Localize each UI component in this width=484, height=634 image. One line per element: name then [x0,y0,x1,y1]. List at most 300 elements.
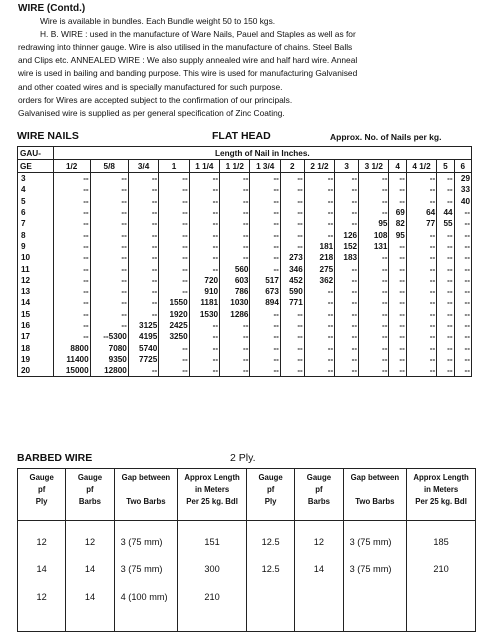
nail-count-cell: -- [335,365,359,377]
nail-count-cell: -- [128,252,158,263]
nail-count-cell: -- [280,207,304,218]
barbed-column-header [343,469,407,521]
nail-count-cell: 1530 [189,309,219,320]
barbed-cell: 12.5 [246,521,294,563]
nail-count-cell: -- [454,354,471,365]
nail-count-cell: -- [335,354,359,365]
nail-count-cell: -- [359,331,389,342]
nail-count-cell: -- [220,184,250,195]
nail-count-cell: -- [359,365,389,377]
nail-count-cell: -- [159,218,189,229]
nail-count-cell: -- [280,196,304,207]
nail-count-cell: -- [389,184,406,195]
nail-count-cell: 590 [280,286,304,297]
nail-count-cell: -- [335,196,359,207]
nail-count-cell: -- [90,184,128,195]
gauge-cell: 3 [18,173,54,185]
nail-count-cell: -- [406,229,436,240]
barbed-cell: 14 [295,562,343,590]
nail-count-cell: -- [280,320,304,331]
nail-count-cell: -- [53,207,90,218]
nail-count-cell: -- [90,286,128,297]
nail-count-cell: 2425 [159,320,189,331]
nail-count-cell: 603 [220,275,250,286]
nail-count-cell: 64 [406,207,436,218]
nail-count-cell: -- [90,263,128,274]
nail-count-cell: -- [128,309,158,320]
nail-count-cell: -- [304,342,334,353]
nail-count-cell: -- [53,173,90,185]
nail-count-cell: -- [437,241,454,252]
table-row [18,309,472,320]
table-row [18,297,472,308]
nail-count-cell: 82 [389,218,406,229]
table-row [18,229,472,240]
nail-count-cell: -- [389,173,406,185]
nail-count-cell: -- [250,207,280,218]
nail-count-cell: -- [53,309,90,320]
gauge-cell: 6 [18,207,54,218]
length-column-header: 4 1/2 [406,160,436,173]
nail-count-cell: -- [159,207,189,218]
nail-count-cell: -- [189,229,219,240]
table-row [18,590,476,632]
nail-count-cell: 560 [220,263,250,274]
nail-count-cell: -- [389,241,406,252]
nail-count-cell: -- [250,365,280,377]
gauge-header-bottom: GE [18,160,54,173]
nail-count-cell: -- [454,241,471,252]
nail-count-cell: -- [189,218,219,229]
nail-count-cell: -- [304,218,334,229]
nail-count-cell: -- [53,263,90,274]
gauge-cell: 17 [18,331,54,342]
nail-count-cell: -- [304,207,334,218]
nail-count-cell: -- [437,184,454,195]
nail-count-cell: -- [437,309,454,320]
nail-count-cell: -- [406,263,436,274]
length-column-header: 1/2 [53,160,90,173]
nail-count-cell: -- [389,320,406,331]
nail-count-cell: -- [250,252,280,263]
table-row [18,184,472,195]
nail-count-cell: -- [53,331,90,342]
nail-count-cell: -- [128,173,158,185]
barbed-column-header [295,469,343,521]
nail-count-cell: -- [437,275,454,286]
nail-count-cell: -- [189,184,219,195]
barbed-column-header [66,469,114,521]
barbed-cell: 12 [66,521,114,563]
table-row [18,521,476,563]
table-row [18,207,472,218]
nail-count-cell: -- [128,184,158,195]
nail-count-cell: -- [220,173,250,185]
nail-count-cell: -- [189,320,219,331]
nail-count-cell: -- [437,297,454,308]
length-column-header: 3 [335,160,359,173]
nail-count-cell: -- [437,173,454,185]
nail-count-cell: -- [280,365,304,377]
length-column-header: 1 3/4 [250,160,280,173]
nail-count-cell: -- [335,173,359,185]
nail-count-cell: -- [250,184,280,195]
nail-count-cell: -- [220,331,250,342]
nail-count-cell: -- [90,309,128,320]
barbed-cell: 12.5 [246,562,294,590]
nail-count-cell: 346 [280,263,304,274]
nail-count-cell: 1181 [189,297,219,308]
gauge-cell: 20 [18,365,54,377]
barbed-cell: 14 [18,562,66,590]
gauge-cell: 13 [18,286,54,297]
nail-count-cell: -- [250,263,280,274]
nail-count-cell: -- [304,229,334,240]
nail-count-cell: -- [389,196,406,207]
nail-count-cell: -- [159,263,189,274]
nail-count-cell: 152 [335,241,359,252]
table-row [18,286,472,297]
nail-count-cell: -- [250,309,280,320]
gauge-cell: 10 [18,252,54,263]
nail-count-cell: -- [250,173,280,185]
nail-count-cell: -- [335,207,359,218]
nail-count-cell: -- [335,218,359,229]
nail-count-cell: -- [53,275,90,286]
nail-count-cell: -- [280,309,304,320]
length-column-header: 3 1/2 [359,160,389,173]
nail-count-cell: -- [159,275,189,286]
barbed-cell: 300 [178,562,247,590]
header-line: Gap between [350,473,400,482]
gauge-cell: 12 [18,275,54,286]
intro-line: H. B. WIRE : used in the manufacture of Ware Nails, Pauel and Staples as well as for [40,29,356,40]
nail-count-cell: -- [454,342,471,353]
length-column-header: 1 1/2 [220,160,250,173]
nail-count-cell: 15000 [53,365,90,377]
header-line: in Meters [194,485,230,494]
nail-count-cell: -- [437,342,454,353]
nail-count-cell: -- [90,218,128,229]
barbed-cell: 4 (100 mm) [114,590,178,632]
nail-count-cell: -- [189,354,219,365]
nail-count-cell: -- [250,331,280,342]
nail-count-cell: -- [359,342,389,353]
nail-count-cell: -- [90,275,128,286]
nail-count-cell: -- [280,241,304,252]
barbed-cell [343,590,407,632]
gauge-cell: 7 [18,218,54,229]
length-column-header: 2 [280,160,304,173]
nail-count-cell: -- [250,229,280,240]
table-row [18,562,476,590]
nail-count-cell: 1550 [159,297,189,308]
nail-count-cell: -- [128,241,158,252]
nail-count-cell: -- [437,320,454,331]
barbed-column-header [114,469,178,521]
nail-count-cell: -- [406,297,436,308]
nail-count-cell: 275 [304,263,334,274]
nail-count-cell: -- [280,184,304,195]
nail-count-cell: -- [437,252,454,263]
gauge-cell: 16 [18,320,54,331]
nail-count-cell: -- [128,297,158,308]
nail-count-cell: -- [159,286,189,297]
nail-count-cell: -- [90,252,128,263]
barbed-cell: 14 [66,562,114,590]
barbed-cell: 3 (75 mm) [343,562,407,590]
table-row [18,365,472,377]
barbed-column-header [18,469,66,521]
header-line: Two Barbs [126,497,166,506]
intro-line: redrawing into thinner gauge. Wire is also utilised in the manufacture of chains. Steel Balls [18,42,353,53]
nail-count-cell: -- [53,320,90,331]
nail-count-cell: -- [250,196,280,207]
nail-count-cell: -- [359,173,389,185]
nail-count-cell: -- [90,207,128,218]
nail-count-cell: -- [280,331,304,342]
nail-count-cell: -- [389,252,406,263]
header-line: Per 25 kg. Bdl [186,497,238,506]
nail-count-cell: -- [128,286,158,297]
header-line: Barbs [78,497,101,506]
nail-count-cell: -- [159,365,189,377]
nail-count-cell: 7080 [90,342,128,353]
nail-count-cell: 181 [304,241,334,252]
gauge-cell: 8 [18,229,54,240]
gauge-cell: 4 [18,184,54,195]
nail-count-cell: 673 [250,286,280,297]
nail-count-cell: -- [454,207,471,218]
nail-count-cell: --5300 [90,331,128,342]
nail-count-cell: -- [454,309,471,320]
barbed-cell: 210 [178,590,247,632]
nail-count-cell: -- [220,229,250,240]
header-line: Two Barbs [355,497,395,506]
nail-count-cell: -- [280,342,304,353]
nail-count-cell: -- [335,286,359,297]
nail-count-cell: -- [189,342,219,353]
nail-count-cell: -- [454,275,471,286]
nail-count-cell: -- [53,184,90,195]
nail-count-cell: -- [220,241,250,252]
barbed-cell: 151 [178,521,247,563]
header-line: Gauge [258,473,283,482]
nail-count-cell: -- [406,365,436,377]
barbed-cell [246,590,294,632]
nail-count-cell: -- [189,252,219,263]
nail-count-cell: 910 [189,286,219,297]
nail-count-cell: 273 [280,252,304,263]
intro-line: Galvanised wire is supplied as per general specification of Zinc Coating. [18,107,285,118]
table-row [18,342,472,353]
gauge-cell: 11 [18,263,54,274]
nail-count-cell: -- [406,173,436,185]
nail-count-cell: 771 [280,297,304,308]
nail-count-cell: -- [359,207,389,218]
nail-count-cell: 40 [454,196,471,207]
header-line: Approx Length [184,473,240,482]
nail-count-cell: -- [454,365,471,377]
barbed-cell: 3 (75 mm) [343,521,407,563]
header-line: Ply [35,497,48,506]
nail-count-cell: 29 [454,173,471,185]
length-column-header: 1 [159,160,189,173]
nail-count-cell: -- [389,365,406,377]
nail-count-cell: -- [335,184,359,195]
intro-line: Wire is available in bundles. Each Bundle weight 50 to 150 kgs. [40,16,276,27]
nail-count-cell: -- [159,241,189,252]
nail-count-cell: 1030 [220,297,250,308]
nail-count-cell: -- [437,229,454,240]
length-column-header: 2 1/2 [304,160,334,173]
nail-count-cell: 12800 [90,365,128,377]
nail-count-cell: -- [220,354,250,365]
length-column-header: 1 1/4 [189,160,219,173]
nail-count-cell: -- [335,297,359,308]
header-line [116,484,177,496]
nail-count-cell: -- [359,263,389,274]
nail-count-cell: -- [406,252,436,263]
gauge-header-top: GAU- [18,147,54,160]
nail-count-cell: -- [389,297,406,308]
nail-count-cell: -- [304,173,334,185]
barbed-cell: 3 (75 mm) [114,562,178,590]
nail-count-cell: -- [335,309,359,320]
nail-count-cell: -- [189,365,219,377]
length-column-header: 5 [437,160,454,173]
nail-count-cell: -- [406,196,436,207]
header-line: pf [315,485,323,494]
nail-count-cell: -- [128,263,158,274]
nail-count-cell: -- [389,342,406,353]
header-line: Gap between [121,473,171,482]
barbed-wire-heading: BARBED WIRE [17,452,93,464]
nail-count-cell: -- [128,229,158,240]
nail-count-cell: -- [335,263,359,274]
nail-count-cell: -- [454,229,471,240]
header-line: in Meters [423,485,459,494]
table-row [18,196,472,207]
nail-count-cell: 11400 [53,354,90,365]
nail-count-cell: -- [90,241,128,252]
header-line: Gauge [77,473,103,482]
nail-count-cell: -- [437,331,454,342]
header-line: Per 25 kg. Bdl [415,497,467,506]
nail-count-cell: -- [304,309,334,320]
ply-label: 2 Ply. [230,452,256,464]
nail-count-cell: -- [437,263,454,274]
nail-count-cell: -- [335,275,359,286]
nail-count-cell: -- [304,286,334,297]
nail-count-cell: -- [280,229,304,240]
nail-count-cell: -- [437,196,454,207]
table-row [18,275,472,286]
nail-count-cell: -- [250,354,280,365]
nails-note: Approx. No. of Nails per kg. [330,132,442,142]
nail-count-cell: -- [250,320,280,331]
nail-count-cell: 95 [389,229,406,240]
nail-count-cell: 218 [304,252,334,263]
length-column-header: 3/4 [128,160,158,173]
intro-line: and Clips etc. ANNEALED WIRE : We also supply annealed wire and half hard wire. Anneal [18,55,358,66]
barbed-column-header [178,469,247,521]
nail-count-cell: -- [454,252,471,263]
table-row [18,331,472,342]
nail-count-cell: 126 [335,229,359,240]
nail-count-cell: -- [128,218,158,229]
header-line: Barbs [307,497,330,506]
nail-count-cell: -- [406,275,436,286]
intro-line: orders for Wires are accepted subject to the confirmation of our principals. [18,94,293,105]
nail-count-cell: -- [454,331,471,342]
nail-count-cell: 3250 [159,331,189,342]
nail-count-cell: -- [454,218,471,229]
nail-count-cell: -- [454,320,471,331]
nail-count-cell: 452 [280,275,304,286]
nail-count-cell: -- [335,320,359,331]
nail-count-cell: 55 [437,218,454,229]
nail-count-cell: -- [220,342,250,353]
intro-line: wire is used in bailing and banding purpose. This wire is used for manufacturing Galvanised [18,68,358,79]
nail-count-cell: -- [189,241,219,252]
nail-count-cell: 7725 [128,354,158,365]
nail-count-cell: -- [159,196,189,207]
header-line: pf [37,485,46,494]
nail-count-cell: -- [359,309,389,320]
barbed-cell: 14 [66,590,114,632]
nail-count-cell: -- [359,320,389,331]
nail-count-cell: -- [53,241,90,252]
nail-count-cell: 44 [437,207,454,218]
table-row [18,320,472,331]
nail-count-cell: -- [304,184,334,195]
gauge-cell: 9 [18,241,54,252]
nail-count-cell: 33 [454,184,471,195]
nail-count-cell: -- [389,286,406,297]
nail-count-cell: -- [406,320,436,331]
nail-count-cell: -- [128,207,158,218]
nail-count-cell: -- [389,354,406,365]
nail-count-cell: -- [304,297,334,308]
nail-count-cell: 1286 [220,309,250,320]
table-row [18,252,472,263]
nail-count-cell: -- [454,297,471,308]
intro-line: and other coated wires and is specially manufactured for such purpose. [18,81,283,92]
nail-count-cell: -- [359,286,389,297]
wire-nails-table [17,146,472,377]
nail-count-cell: -- [406,241,436,252]
nail-count-cell: -- [304,196,334,207]
nail-count-cell: 786 [220,286,250,297]
barbed-cell [407,590,476,632]
table-row [18,354,472,365]
gauge-cell: 18 [18,342,54,353]
nail-count-cell: -- [90,297,128,308]
nail-count-cell: -- [159,354,189,365]
nail-count-cell: -- [128,365,158,377]
table-row [18,173,472,185]
nail-count-cell: -- [189,207,219,218]
nail-count-cell: 183 [335,252,359,263]
nail-count-cell: -- [437,286,454,297]
nail-count-cell: -- [189,331,219,342]
header-line [345,484,406,496]
nail-count-cell: -- [159,229,189,240]
barbed-cell: 12 [18,521,66,563]
nail-count-cell: -- [406,331,436,342]
nail-count-cell: -- [189,196,219,207]
